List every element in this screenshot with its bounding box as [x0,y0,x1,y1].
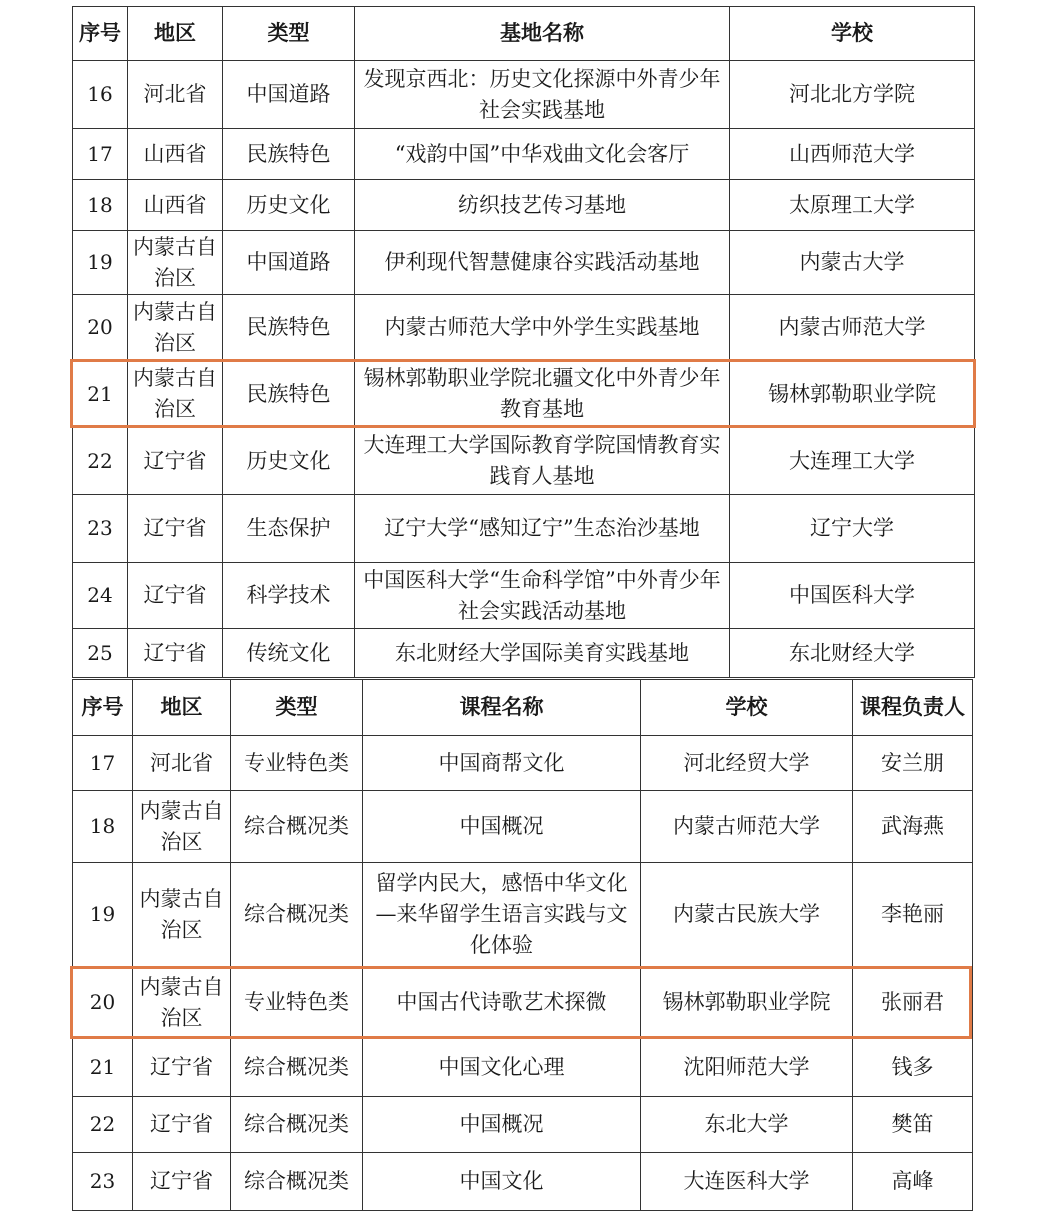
header-seq: 序号 [73,7,128,61]
cell-course-name: 中国商帮文化 [363,736,641,791]
cell-type: 综合概况类 [231,791,363,863]
header-base-name: 基地名称 [355,7,730,61]
cell-course-lead: 高峰 [853,1153,973,1211]
course-table-header-row [73,680,973,736]
cell-school: 大连医科大学 [641,1153,853,1211]
cell-school: 河北经贸大学 [641,736,853,791]
cell-base-name: 东北财经大学国际美育实践基地 [355,629,730,678]
cell-seq: 19 [73,863,133,967]
cell-type: 中国道路 [223,61,355,129]
table-row [73,563,975,629]
cell-school: 内蒙古大学 [730,231,975,295]
table-row [73,629,975,678]
cell-school: 辽宁大学 [730,495,975,563]
cell-course-name: 中国概况 [363,1097,641,1153]
cell-course-lead: 张丽君 [853,967,973,1039]
base-table [72,6,975,678]
header-region: 地区 [133,680,231,736]
cell-region: 河北省 [128,61,223,129]
cell-base-name: 发现京西北：历史文化探源中外青少年社会实践基地 [355,61,730,129]
cell-type: 专业特色类 [231,736,363,791]
base-table-header-row [73,7,975,61]
cell-seq: 16 [73,61,128,129]
cell-school: 中国医科大学 [730,563,975,629]
cell-seq: 24 [73,563,128,629]
cell-base-name: 锡林郭勒职业学院北疆文化中外青少年教育基地 [355,361,730,428]
table-row [73,1039,973,1097]
header-school: 学校 [641,680,853,736]
cell-school: 大连理工大学 [730,428,975,495]
cell-region: 辽宁省 [128,428,223,495]
course-table [72,679,973,1211]
header-course-lead: 课程负责人 [853,680,973,736]
cell-base-name: 纺织技艺传习基地 [355,180,730,231]
table-row [73,295,975,361]
cell-seq: 21 [73,361,128,428]
cell-seq: 20 [73,967,133,1039]
cell-school: 山西师范大学 [730,129,975,180]
cell-seq: 21 [73,1039,133,1097]
cell-school: 锡林郭勒职业学院 [641,967,853,1039]
table-row [73,1097,973,1153]
cell-seq: 19 [73,231,128,295]
cell-course-lead: 安兰朋 [853,736,973,791]
cell-type: 传统文化 [223,629,355,678]
header-region: 地区 [128,7,223,61]
cell-seq: 22 [73,1097,133,1153]
table-row [73,863,973,967]
cell-region: 内蒙古自治区 [128,361,223,428]
cell-type: 民族特色 [223,129,355,180]
cell-base-name: 内蒙古师范大学中外学生实践基地 [355,295,730,361]
table-row [73,1153,973,1211]
cell-type: 综合概况类 [231,863,363,967]
table-row [73,129,975,180]
cell-seq: 20 [73,295,128,361]
cell-region: 辽宁省 [128,495,223,563]
cell-course-lead: 武海燕 [853,791,973,863]
cell-type: 科学技术 [223,563,355,629]
cell-type: 综合概况类 [231,1153,363,1211]
cell-region: 内蒙古自治区 [128,295,223,361]
cell-school: 太原理工大学 [730,180,975,231]
cell-base-name: 中国医科大学“生命科学馆”中外青少年社会实践活动基地 [355,563,730,629]
header-school: 学校 [730,7,975,61]
cell-school: 河北北方学院 [730,61,975,129]
cell-seq: 23 [73,495,128,563]
cell-school: 内蒙古民族大学 [641,863,853,967]
cell-seq: 18 [73,180,128,231]
cell-base-name: 大连理工大学国际教育学院国情教育实践育人基地 [355,428,730,495]
cell-seq: 25 [73,629,128,678]
cell-course-name: 中国概况 [363,791,641,863]
cell-base-name: 辽宁大学“感知辽宁”生态治沙基地 [355,495,730,563]
cell-course-lead: 钱多 [853,1039,973,1097]
cell-type: 民族特色 [223,361,355,428]
cell-school: 沈阳师范大学 [641,1039,853,1097]
cell-school: 锡林郭勒职业学院 [730,361,975,428]
cell-region: 内蒙古自治区 [128,231,223,295]
header-type: 类型 [231,680,363,736]
cell-region: 辽宁省 [133,1097,231,1153]
table-row-highlighted [73,361,975,428]
table-row [73,61,975,129]
cell-base-name: “戏韵中国”中华戏曲文化会客厅 [355,129,730,180]
header-course-name: 课程名称 [363,680,641,736]
cell-region: 辽宁省 [128,563,223,629]
cell-region: 内蒙古自治区 [133,967,231,1039]
cell-region: 辽宁省 [133,1039,231,1097]
cell-seq: 17 [73,736,133,791]
cell-seq: 18 [73,791,133,863]
cell-type: 民族特色 [223,295,355,361]
cell-type: 中国道路 [223,231,355,295]
cell-type: 综合概况类 [231,1039,363,1097]
cell-type: 综合概况类 [231,1097,363,1153]
cell-region: 河北省 [133,736,231,791]
cell-course-lead: 樊笛 [853,1097,973,1153]
cell-course-name: 留学内民大，感悟中华文化—来华留学生语言实践与文化体验 [363,863,641,967]
cell-seq: 23 [73,1153,133,1211]
cell-course-lead: 李艳丽 [853,863,973,967]
cell-seq: 22 [73,428,128,495]
header-seq: 序号 [73,680,133,736]
table-row-highlighted [73,967,973,1039]
table-row [73,495,975,563]
cell-region: 内蒙古自治区 [133,863,231,967]
cell-school: 东北大学 [641,1097,853,1153]
cell-type: 历史文化 [223,180,355,231]
cell-school: 东北财经大学 [730,629,975,678]
cell-school: 内蒙古师范大学 [641,791,853,863]
table-row [73,180,975,231]
cell-course-name: 中国文化 [363,1153,641,1211]
cell-type: 生态保护 [223,495,355,563]
table-row [73,231,975,295]
cell-region: 山西省 [128,180,223,231]
cell-base-name: 伊利现代智慧健康谷实践活动基地 [355,231,730,295]
table-row [73,428,975,495]
cell-region: 山西省 [128,129,223,180]
cell-region: 辽宁省 [133,1153,231,1211]
table-row [73,791,973,863]
cell-course-name: 中国文化心理 [363,1039,641,1097]
cell-type: 历史文化 [223,428,355,495]
cell-type: 专业特色类 [231,967,363,1039]
cell-course-name: 中国古代诗歌艺术探微 [363,967,641,1039]
cell-seq: 17 [73,129,128,180]
header-type: 类型 [223,7,355,61]
cell-region: 辽宁省 [128,629,223,678]
table-row [73,736,973,791]
cell-region: 内蒙古自治区 [133,791,231,863]
cell-school: 内蒙古师范大学 [730,295,975,361]
